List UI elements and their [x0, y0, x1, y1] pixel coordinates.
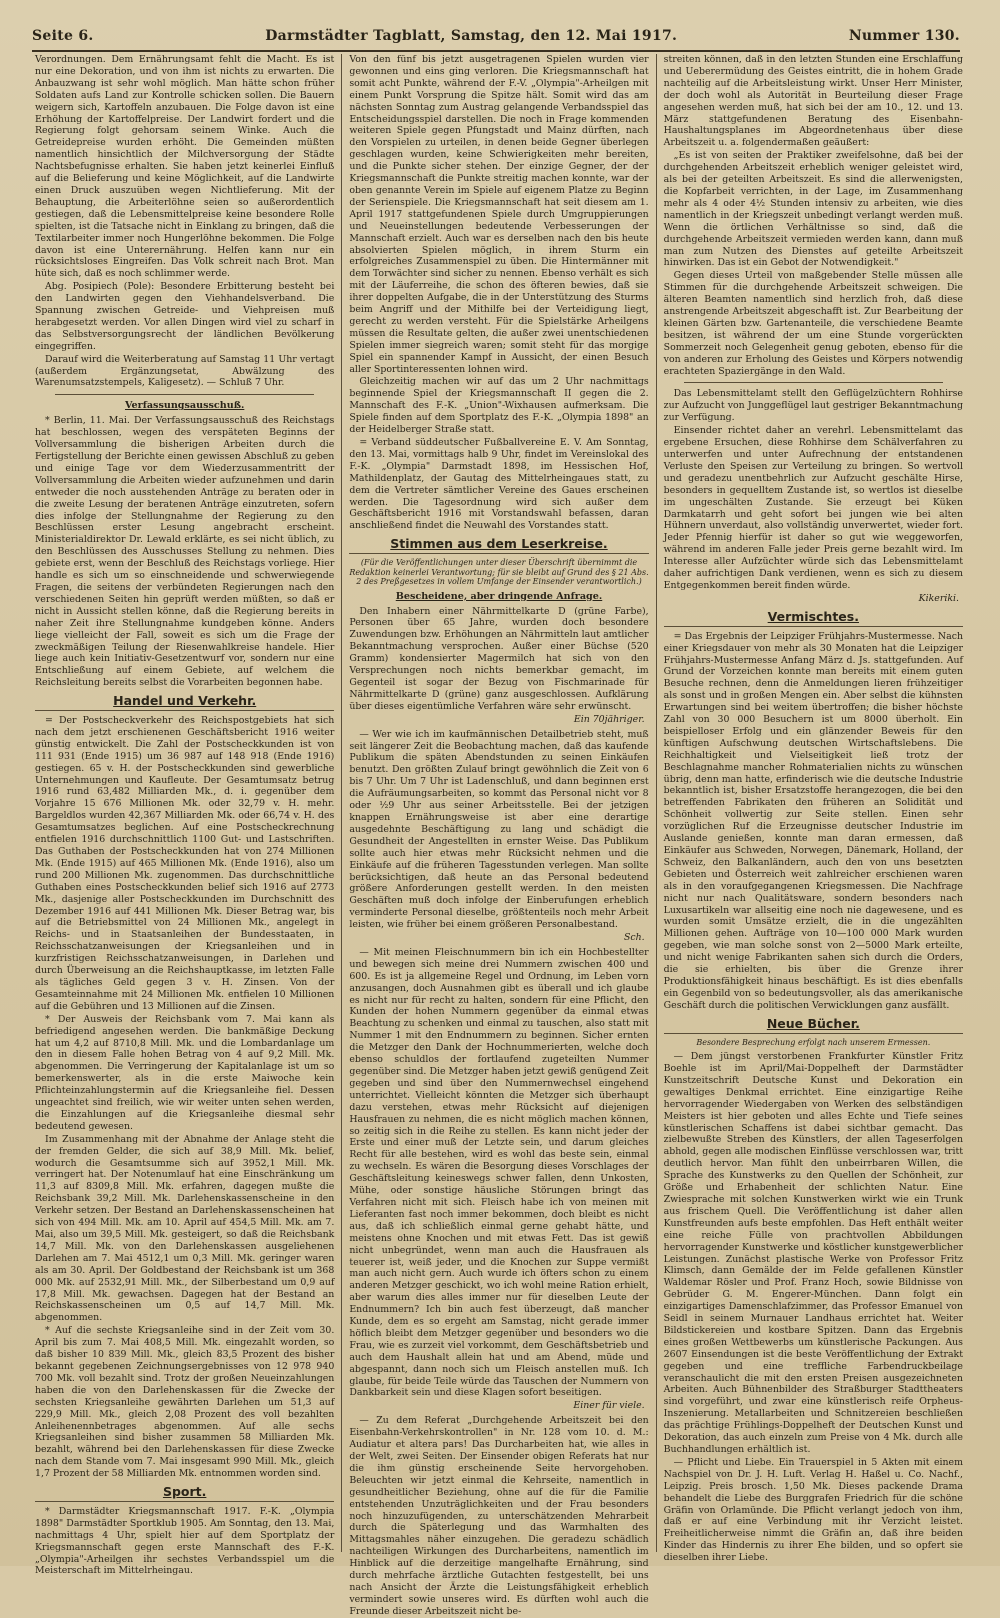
article-text: — Zu dem Referat „Durchgehende Arbeitszeit bei den Eisenbahn-Verkehrskontrollen" in Nr. 128 vom 10. d. M.: Audiatur et altera pars! Das Durcharbeiten hat, wie alles in der Welt, zwei Seiten. Der Einsender obigen Referats hat nur die ihm günstig erscheinende Seite hervorgehoben. Beleuchten wir jetzt einmal die Kehrseite, namentlich in gesundheitlicher Beziehung, ohne auf die für die Familie entstehenden Unzuträglichkeiten und der Frau besonders noch hinzuzufügenden, zu unterschätzenden Mehrarbeit durch die Späterlegung und das Warmhalten des Mittagsmahles näher einzugehen. Die geradezu schädlich nachteiligen Wirkungen des Durcharbeitens, namentlich im Hinblick auf die derzeitige mangelhafte Ernährung, sind durch mehrfache ärztliche Gutachten festgestellt, bei uns nach Ansicht der Ärzte die Leistungsfähigkeit erheblich vermindert sowie unseres wird. Es dürften wohl auch die Freunde dieser Arbeitszeit nicht be- [349, 1415, 649, 1617]
article-text: Von den fünf bis jetzt ausgetragenen Spielen wurden vier gewonnen und eins ging verloren. Die Kriegsmannschaft hat somit acht Punkte, während der F.-V. „Olympia"-Arheilgen mit einem Punkt Vorsprung die Spitze hält. Somit wird das am nächsten Sonntag zum Austrag gelangende Verbandsspiel das Entscheidungsspiel darstellen. Die noch in Frage kommenden weiteren Spiele gegen Pfungstadt und Mainz dürften, nach den Vorspielen zu urteilen, in denen beide Gegner überlegen geschlagen wurden, keine Schwierigkeiten mehr bereiten, und die Punkte sicher stehen. Der einzige Gegner, der der Kriegsmannschaft die Punkte streitig machen konnte, war der oben genannte Verein im Spiele auf eigenem Platze zu Beginn der Serienspiele. Die Kriegsmannschaft hat seit diesem am 1. April 1917 stattgefundenen Spiele durch Umgruppierungen und Neueinstellungen bedeutende Verbesserungen der Mannschaft erzielt. Auch war es derselben nach den bis heute absolvierten Spielen möglich, in ihrem Sturm ein erfolgreiches Zusammenspiel zu üben. Die Hintermänner mit dem Torwächter sind sicher zu nennen. Ebenso verhält es sich mit der Läuferreihe, die schon des öfteren bewies, daß sie ihrer doppelten Aufgabe, die in der Unterstützung des Sturms beim Angriff und der Mithilfe bei der Verteidigung liegt, gerecht zu werden versteht. Für die Spielstärke Arheilgens müssen die Resultate gelten, die außer zwei unentschiedenen Spielen immer siegreich waren; somit steht für das morgige Spiel ein spannender Kampf in Aussicht, der einen Besuch aller Sportinteressenten lohnen wird. [349, 54, 649, 375]
article-text: Gleichzeitig machen wir auf das um 2 Uhr nachmittags beginnende Spiel der Kriegsmannschaft II gegen die 2. Mannschaft des F.-K. „Union"-Wixhausen aufmerksam. Die Spiele finden auf dem Sportplatz des F.-K. „Olympia 1898" an der Heidelberger Straße statt. [349, 376, 649, 436]
article-text: * Berlin, 11. Mai. Der Verfassungsausschuß des Reichstags hat beschlossen, wegen des verspäteten Beginns der Vollversammlung die bisherigen Arbeiten durch die Fertigstellung der Berichte einen gewissen Abschluß zu geben und einige Tage vor dem Wiederzusammentritt der Vollversammlung die Arbeiten wieder aufzunehmen und darin entweder die noch ausstehenden Anträge zu beraten oder in die zweite Lesung der beratenen Anträge einzutreten, sofern dies infolge der Stellungnahme der Regierung zu den Beschlüssen erster Lesung angebracht erscheint. Ministerialdirektor Dr. Lewald erklärte, es sei nicht üblich, zu den Beschlüssen des Ausschusses Stellung zu nehmen. Dies gebiete erst, wenn der Beschluß des Reichstags vorliege. Hier handle es sich um so einschneidende und schwerwiegende Fragen, die seitens der verbündeten Regierungen nach den verschiedenen Seiten hin geprüft werden müßten, so daß er nicht in Aussicht stellen könne, daß die Regierung bereits in naher Zeit ihre Stellungnahme kundgeben könne. Anders liege vielleicht der Fall, soweit es sich um die Frage der zweckmäßigen Teilung der Riesenwahlkreise handele. Hier liege auch kein Initiativ-Gesetzentwurf vor, sondern nur eine Entschließung auf einem Gebiete, auf welchem die Reichsleitung bereits selbst die Vorarbeiten begonnen habe. [35, 415, 335, 689]
columns [28, 54, 970, 1617]
section-title-vermischtes: Vermischtes. [664, 611, 963, 627]
section-title-neue-buecher: Neue Bücher. [664, 1018, 963, 1034]
article-text: = Verband süddeutscher Fußballvereine E. V. Am Sonntag, den 13. Mai, vormittags halb 9 Uhr, findet im Vereinslokal des F.-K. „Olympia" Darmstadt 1898, im Hessischen Hof, Mathildenplatz, der Gautag des Mittelrheingaues statt, zu dem die Vertreter sämtlicher Vereine des Gaues erscheinen werden. Die Tagesordnung wird sich außer dem Geschäftsbericht 1916 mit Vorstandswahl befassen, daran anschließend findet die Neuwahl des Vorstandes statt. [349, 437, 649, 532]
masthead-date: Darmstädter Tagblatt, Samstag, den 12. Mai 1917. [265, 28, 678, 44]
signature: Kikeriki. [918, 592, 959, 604]
column-1 [28, 54, 342, 1577]
article-text: Abg. Posipiech (Pole): Besondere Erbitterung besteht bei den Landwirten gegen den Viehhandelsverband. Die Spannung zwischen Getreide- und Viehpreisen muß herabgesetzt werden. Vor allen Dingen wird viel zu scharf in das Selbstversorgungsrecht der ländlichen Bevölkerung eingegriffen. [35, 281, 335, 352]
signature: Sch. [623, 932, 645, 944]
section-title-handel: Handel und Verkehr. [35, 695, 334, 711]
article-text: — Dem jüngst verstorbenen Frankfurter Künstler Fritz Boehle ist im April/Mai-Doppelheft der Darmstädter Kunstzeitschrift Deutsche Kunst und Dekoration ein gewaltiges Denkmal errichtet. Eine einzigartige Reihe hervorragender Wiedergaben von Werken des selbständigen Meisters ist hier geboten und alles Echte und Tiefe seines künstlerischen Schaffens ist dabei sichtbar gemacht. Das zielbewußte Streben des Künstlers, der allen Tageserfolgen abhold, gegen alle modischen Einflüsse verschlossen war, tritt deutlich hervor. Man fühlt den unbeirrbaren Willen, die Sprache des Kunstwerks zu den Quellen der Schönheit, zur Größe und Erhabenheit der schlichten Natur. Eine Zwiesprache mit solchen Kunstwerken wirkt wie ein Trunk aus frischem Quell. Die Veröffentlichung ist daher allen Kunstfreunden aufs beste empfohlen. Das Heft enthält weiter eine reiche Fülle von prachtvollen Abbildungen hervorragender Kunstwerke und köstlicher kunstgewerblicher Leistungen. Zunächst plastische Werke von Professor Fritz Klimsch, dann Gemälde der im Felde gefallenen Künstler Waldemar Rösler und Prof. Franz Hoch, sowie Bildnisse von Gebrüder G. M. Engerer-München. Dann folgt ein einzigartiges Damenschlafzimmer, das Professor Emanuel von Seidl in seinem Murnauer Landhaus errichtet hat. Weiter Bildstickereien und kostbare Spitzen. Dann das Ergebnis eines großen Wettbewerbs um künstlerische Packungen. Aus 2607 Einsendungen ist die beste Veröffentlichung der Extrakt gegeben und eine treffliche Farbendruckbeilage veranschaulicht die mit den ersten Preisen ausgezeichneten Arbeiten. Auch Bühnenbilder des Straßburger Stadttheaters sind vorgeführt, und zwar eine künstlerisch reife Orpheus-Inszenierung. Metallarbeiten und Schnitzereien beschließen das prächtige Frühlings-Doppelheft der Deutschen Kunst und Dekoration, das auch einzeln zum Preise von 4 Mk. durch alle Buchhandlungen erhältlich ist. [663, 1051, 963, 1455]
editorial-note: Besondere Besprechung erfolgt nach unserem Ermessen. [696, 1037, 931, 1047]
divider [684, 382, 943, 383]
section-title-sport: Sport. [35, 1486, 334, 1502]
article-text: Im Zusammenhang mit der Abnahme der Anlage steht die der fremden Gelder, die sich auf 38,9 Mill. Mk. belief, wodurch die Gesamtsumme sich auf 3952,1 Mill. Mk. verringert hat. Der Notenumlauf hat eine Einschränkung um 11,3 auf 8309,8 Mill. Mk. erfahren, dagegen mußte die Reichsbank 39,2 Mill. Mk. Darlehenskassenscheine in den Verkehr setzen. Der Bestand an Darlehenskassenscheinen hat sich von 494 Mill. Mk. am 10. April auf 454,5 Mill. Mk. am 7. Mai, also um 39,5 Mill. Mk. gesteigert, so daß die Reichsbank 14,7 Mill. Mk. von den Darlehenskassen ausgeliehenen Darlehen am 7. Mai 4512,1 um 0,3 Mill. Mk. geringer waren als am 30. April. Der Goldbestand der Reichsbank ist um 368 000 Mk. auf 2532,91 Mill. Mk., der Silberbestand um 0,9 auf 17,8 Mill. Mk. gewachsen. Dagegen hat der Bestand an Reichskassenscheinen um 0,5 auf 14,7 Mill. Mk. abgenommen. [35, 1133, 335, 1324]
article-text: = Das Ergebnis der Leipziger Frühjahrs-Mustermesse. Nach einer Kriegsdauer von mehr als 30 Monaten hat die Leipziger Frühjahrs-Mustermesse Anfang März d. Js. stattgefunden. Auf Grund der Vorzeichen konnte man bereits mit einem guten Besuche rechnen, denn die Anmeldungen lieren frühzeitiger als sonst und in großen Mengen ein. Aber selbst die kühnsten Erwartungen sind bei weitem übertroffen; die bisher höchste Zahl von 30 000 Besuchern ist um 8000 überholt. Ein beispielloser Erfolg und ein glänzender Beweis für den künftigen Aufschwung deutschen Wirtschaftslebens. Die Reichhaltigkeit und Vielseitigkeit ließ trotz der Beschlagnahme mancher Rohmaterialien nichts zu wünschen übrig, denn man hatte, erfinderisch wie die deutsche Industrie bekanntlich ist, bisher Ersatzstoffe herangezogen, die bei den betreffenden Fabrikaten den früheren an Solidität und Schönheit vollwertig zur Seite stellen. Einen sehr vorzüglichen Ruf die Erzeugnisse deutscher Industrie im Auslande genießen, konnte man daran ermessen, daß Einkäufer aus Schweden, Norwegen, Dänemark, Holland, der Schweiz, den Balkanländern, auch den von uns besetzten Gebieten und Österreich weit zahlreicher erschienen waren als in den voraufgegangenen Kriegsmessen. Die Nachfrage nicht nur nach Qualitätsware, sondern besonders nach Luxusartikeln war allseitig eine noch nie dagewesene, und es wurden somit Umsätze erzielt, die in die ungezählten Millionen gehen. Aufträge von 10—100 000 Mark wurden gegeben, wie man solche sonst von 2—5000 Mark erteilte, und nicht wenige Fabrikanten sahen sich durch die Orders, die sie erhielten, bis über die Grenze ihrer Produktionsfähigkeit hinaus beschäftigt. Es ist dies ebenfalls ein Gegenbild von so bedeutungsvoller, als das amerikanische Geschäft durch die politischen Verwicklungen ganz ausfällt. [663, 630, 963, 1011]
signature: Einer für viele. [573, 1400, 645, 1412]
column-3 [657, 54, 970, 1564]
subheading-verfassungsausschuss: Verfassungsausschuß. [124, 400, 245, 412]
page-number: Seite 6. [32, 28, 94, 44]
article-text: — Mit meinen Fleischnummern bin ich ein Hochbestellter und bewegen sich meine drei Nummern zwischen 400 und 600. Es ist ja allgemeine Regel und Ordnung, im Leben vorn anzusangen, doch Ausnahmen gibt es überall und ich glaube es nicht nur für recht zu halten, sondern für eine Pflicht, den Kunden der hohen Nummern gegenüber da einmal etwas Beachtung zu schenken und einmal zu tauschen, also statt mit Nummer 1 mit den Endnummern zu beginnen. Sicher ernten die Metzger den Dank der Hochnummerierten, welche doch ebenso schuldlos der fortlaufend zugeteilten Nummer gegenüber sind. Die Metzger haben jetzt gewiß genügend Zeit gegeben und sind über den Nummernwechsel eingehend unterrichtet. Vielleicht könnten die Metzger sich überhaupt dazu verstehen, etwas mehr Rücksicht auf diejenigen Hausfrauen zu nehmen, die es nicht möglich machen können, so zeitig sich in die Reihe zu stellen. Es kann nicht jeder der Erste und einer muß der Letzte sein, und darum gleiches Recht für alle bestehen, wird es wohl das beste sein, einmal zu wechseln. Es wären die Besorgung dieses Vorschlages der Geschäftsleitung keineswegs schwer fallen, denn Unkosten, Mühe, oder sonstige häusliche Störungen bringt das Verfahren nicht mit sich. Fleisch habe ich von meinen mit Lieferanten fast noch immer bekommen, doch bleibt es nicht aus, daß ich schließlich einmal gerne gehabt hätte, und meistens ohne Knochen und mit etwas Fett. Das ist gewiß nicht unbegründet, wenn man auch die Hausfrauen als teuerer ist, weiß jeder, und die Knochen zur Suppe vermißt man auch nicht gern. Auch wurde ich öfters schon zu einem anderen Metzger geschickt, wo ich wohl meine Ration erhielt, aber warum dies alles immer nur für dieselben Leute der Endnummern? Ich bin auch fest überzeugt, daß mancher Kunde, dem es so ergeht am Samstag, nicht gerade immer höflich bleibt dem Metzger gegenüber und besonders wo die Frau, wie es zurzeit viel vorkommt, dem Geschäftsbetrieb und auch dem Haushalt allein hat und am Abend, müde und abgespannt, dann noch sich um Fleisch anstellen muß. Ich glaube, für beide Teile würde das Tauschen der Nummern von Dankbarkeit sein und diese Klagen sofort beseitigen. [349, 946, 649, 1399]
article-text: — Wer wie ich im kaufmännischen Detailbetrieb steht, muß seit längerer Zeit die Beobachtung machen, daß das kaufende Publikum die späten Abendstunden zu seinen Einkäufen benutzt. Den größten Zulauf bringt gewöhnlich die Zeit von 6 bis 7 Uhr. Um 7 Uhr ist Ladenschluß, und dann beginnen erst die Aufräumungsarbeiten, so kommt das Personal nicht vor 8 oder ½9 Uhr aus seiner Arbeitsstelle. Bei der jetzigen knappen Ernährungsweise ist aber eine derartige ausgedehnte Beschäftigung zu lang und schädigt die Gesundheit der Angestellten in ernster Weise. Das Publikum sollte auch hier etwas mehr Rücksicht nehmen und die Einkäufe auf die früheren Tagesstunden verlegen. Man sollte berücksichtigen, daß heute an das Personal bedeutend größere Anforderungen gestellt werden. In den meisten Geschäften muß doch infolge der Einberufungen erheblich verminderte Personal dieselbe, größtenteils noch mehr Arbeit leisten, wie früher bei einem größeren Personalbestand. [349, 728, 649, 931]
section-title-leserkreise: Stimmen aus dem Leserkreise. [349, 538, 648, 554]
article-text: Den Inhabern einer Nährmittelkarte D (grüne Farbe), Personen über 65 Jahre, wurden doch besondere Zuwendungen bzw. Erhöhungen an Nährmitteln laut amtlicher Bekanntmachung versprochen. Außer einer Büchse (520 Gramm) kondensierter Magermilch hat sich von den Versprechungen noch nichts bemerkbar gemacht, im Gegenteil ist sogar der Bezug von Fischmarinade für Nährmittelkarte D (grüne) ganz ausgeschlossen. Aufklärung über dieses eigentümliche Verfahren wäre sehr erwünscht. [349, 605, 649, 712]
article-text: = Der Postscheckverkehr des Reichspostgebiets hat sich nach dem jetzt erschienenen Geschäftsbericht 1916 weiter günstig entwickelt. Die Zahl der Postscheckkunden ist von 111 931 (Ende 1915) um 36 987 auf 148 918 (Ende 1916) gestiegen. 65 v. H. der Postscheckkunden sind gewerbliche Unternehmungen und Kaufleute. Der Gesamtumsatz betrug 1916 rund 63,482 Milliarden Mk., d. i. gegenüber dem Vorjahre 15 676 Millionen Mk. oder 32,79 v. H. mehr. Bargeldlos wurden 42,367 Milliarden Mk. oder 66,74 v. H. des Gesamtumsatzes beglichen. Auf eine Postscheckrechnung entfielen 1916 durchschnittlich 1100 Gut- und Lastschriften. Das Guthaben der Postscheckkunden hat von 274 Millionen Mk. (Ende 1915) auf 465 Millionen Mk. (Ende 1916), also um rund 200 Millionen Mk. zugenommen. Das durchschnittliche Guthaben eines Postscheckkunden belief sich 1916 auf 2773 Mk., dasjenige aller Postscheckkunden im Durchschnitt des Dezember 1916 auf 441 Millionen Mk. Dieser Betrag war, bis auf die Betriebsmittel von 24 Millionen Mk., angelegt in Reichs- und in Staatsanleihen der Bundesstaaten, in Reichsschatzanweisungen der Kriegsanleihen und in kurzfristigen Reichsschatzanweisungen, in Darlehen und durch Überweisung an die Reichshauptkasse, im letzten Falle als tägliches Geld gegen 3 v. H. Zinsen. Von der Gesamteinnahme mit 24 Millionen Mk. entfielen 10 Millionen auf die Gebühren und 13 Millionen auf die Zinsen. [35, 715, 335, 1012]
page-header [32, 28, 960, 52]
article-text: * Darmstädter Kriegsmannschaft 1917. F.-K. „Olympia 1898" Darmstädter Sportklub 1905. Am Sonntag, den 13. Mai, nachmittags 4 Uhr, spielt hier auf dem Sportplatz der Kriegsmannschaft gegen erste Mannschaft des F.-K. „Olympia"-Arheilgen ihr sechstes Verbandsspiel um die Meisterschaft im Mittelrheingau. [35, 1505, 335, 1577]
article-text: streiten können, daß in den letzten Stunden eine Erschlaffung und Ueberermüdung des Geistes eintritt, die in hohem Grade nachteilig auf die Arbeitsleistung wirkt. Unser Herr Minister, der doch wohl als Autorität in Beurteilung dieser Frage angesehen werden muß, hat sich bei der am 10., 12. und 13. März stattgefundenen Beratung des Eisenbahn-Haushaltungsplanes im Abgeordnetenhaus über diese Arbeitszeit u. a. folgendermaßen geäußert: [663, 54, 963, 149]
article-text: „Es ist von seiten der Praktiker zweifelsohne, daß bei der durchgehenden Arbeitszeit erheblich weniger geleistet wird, als bei der geteilten Arbeitszeit. Es sind die allerwenigsten, die Kopfarbeit verrichten, in der Lage, im Zusammenhang mehr als 4 oder 4½ Stunden intensiv zu arbeiten, wie dies namentlich in der Kriegszeit unbedingt verlangt werden muß. Wenn die örtlichen Verhältnisse so sind, daß die durchgehende Arbeitszeit vermieden werden kann, dann muß man zum Nutzen des Dienstes auf geteilte Arbeitszeit hinwirken. Das ist ein Gebot der Notwendigkeit." [663, 150, 963, 269]
editorial-note: (Für die Veröffentlichungen unter dieser Überschrift übernimmt die Redaktion keinerlei Verantwortung; für sie bleibt auf Grund des § 21 Abs. 2 des Preßgesetzes in vollem Umfange der Einsender verantwortlich.) [349, 558, 649, 587]
article-text: * Der Ausweis der Reichsbank vom 7. Mai kann als befriedigend angesehen werden. Die bankmäßige Deckung hat um 4,2 auf 8710,8 Mill. Mk. und die Lombardanlage um den in diesem Falle hohen Betrag von 4 auf 9,2 Mill. Mk. abgenommen. Die Verringerung der Kapitalanlage ist um so bemerkenswerter, als in die erste Maiwoche kein Pflichteinzahlungstermin auf die Kriegsanleihe fiel. Dessen ungeachtet sind freilich, wie wir weiter unten sehen werden, die Einzahlungen auf die Kriegsanleihe diesmal sehr bedeutend gewesen. [35, 1013, 335, 1132]
column-2 [342, 54, 656, 1617]
subheading-anfrage: Bescheidene, aber dringende Anfrage. [395, 590, 603, 602]
article-text: * Auf die sechste Kriegsanleihe sind in der Zeit vom 30. April bis zum 7. Mai 408,5 Mill. Mk. eingezahlt worden, so daß bisher 10 839 Mill. Mk., gleich 83,5 Prozent des bisher bekannt gegebenen Zeichnungsergebnisses von 12 978 940 700 Mk. voll bezahlt sind. Trotz der großen Neueinzahlungen haben die von den Darlehenskassen für die Zwecke der sechsten Kriegsanleihe gewährten Darlehen um 51,3 auf 229,9 Mill. Mk., gleich 2,08 Prozent des voll bezahlten Anleihenennbetrages abgenommen. Auf alle sechs Kriegsanleihen sind bisher zusammen 58 Milliarden Mk. bezahlt, während bei den Darlehenskassen für diese Zwecke nach dem Stande vom 7. Mai insgesamt 990 Mill. Mk., gleich 1,7 Prozent der 58 Milliarden Mk. entnommen worden sind. [35, 1325, 335, 1480]
signature: Ein 70jähriger. [573, 713, 645, 725]
divider [55, 394, 314, 395]
article-text: Einsender richtet daher an verehrl. Lebensmittelamt das ergebene Ersuchen, diese Rohhirse dem Schälverfahren zu unterwerfen und unter Aufrechnung der entstandenen Verluste den Speisen zur Verteilung zu bringen. So wertvoll und geradezu unentbehrlich zur Aufzucht geschälte Hirse, besonders in gequelltem Zustande ist, so wertlos ist dieselbe im ungeschälten Zustande. Sie erzeugt bei Küken Darmkatarrh und geht sofort bei jungen wie bei alten Hühnern unverdaut, also vollständig unverwertet, wieder fort. Jeder Pfennig hierfür ist daher so gut wie weggeworfen, während im anderen Falle jeder Preis gerne bezahlt wird. Im Interesse aller Aufzüchter würde sich das Lebensmittelamt daher aufrichtigen Dank verdienen, wenn es sich zu diesem Entgegenkommen bereit finden würde. [663, 425, 963, 591]
article-text: — Pflicht und Liebe. Ein Trauerspiel in 5 Akten mit einem Nachspiel von Dr. J. H. Luft. Verlag H. Haßel u. Co. Nachf., Leipzig. Preis brosch. 1,50 Mk. Dieses packende Drama behandelt die Liebe des Burggrafen Friedrich für die schöne Gräfin von Orlamünde. Die Pflicht verlangt jedoch von ihm, daß er auf eine Verbindung mit ihr Verzicht leistet. Freiheitlicherweise nimmt die Gräfin an, daß ihre beiden Kinder das Hindernis zu ihrer Ehe bilden, und so opfert sie dieselben ihrer Liebe. [663, 1456, 963, 1564]
article-text: Darauf wird die Weiterberatung auf Samstag 11 Uhr vertagt (außerdem Ergänzungsetat, Abwälzung des Warenumsatzstempels, Kaligesetz). — Schluß 7 Uhr. [35, 353, 335, 389]
article-text: Verordnungen. Dem Ernährungsamt fehlt die Macht. Es ist nur eine Dekoration, und von ihm ist nichts zu erwarten. Die Anbauzwang ist sehr wohl möglich. Man hätte schon früher Soldaten aufs Land zur Kontrolle schicken sollen. Die Bauern weigern sich, Kartoffeln anzubauen. Die Folge davon ist eine Erhöhung der Kartoffelpreise. Der Landwirt fordert und die Regierung folgt gehorsam seinem Winke. Auch die Getreidepreise wurden erhöht. Die Gemeinden müßten namentlich hinsichtlich der Milchversorgung der Städte Nachtsbefugnisse erhalten. Sie haben jetzt keinerlei Einfluß auf die Belieferung und keine Möglichkeit, auf die Landwirte einen Druck auszuüben wegen Nichtlieferung. Mit der Behauptung, die Arbeiterlöhne seien so außerordentlich gestiegen, daß die Lebensmittelpreise keine besondere Rolle spielten, ist die Tatsache nicht in Einklang zu bringen, daß die Textilarbeiter immer noch Hungerlöhne bekommen. Die Folge davon ist eine Unterernährung. Helfen kann nur ein rücksichtsloses Eingreifen. Das Volk schreit nach Brot. Man hüte sich, daß es noch schlimmer werde. [35, 54, 335, 280]
article-text: Gegen dieses Urteil von maßgebender Stelle müssen alle Stimmen für die durchgehende Arbeitszeit schweigen. Die älteren Beamten namentlich sind herzlich froh, daß diese anstrengende Arbeitszeit abgeschafft ist. Zur Bearbeitung der kleinen Gärten bzw. Gartenanteile, die verschiedene Beamte besitzen, ist während der um eine Stunde vorgerückten Sommerzeit noch Gelegenheit genug geboten, ebenso für die von anderen zur Erholung des Geistes und Körpers notwendig erachteten Spaziergänge in den Wald. [663, 270, 963, 377]
article-text: Das Lebensmittelamt stellt den Geflügelzüchtern Rohhirse zur Aufzucht von Junggeflügel laut gestriger Bekanntmachung zur Verfügung. [663, 388, 963, 424]
issue-number: Nummer 130. [848, 28, 960, 44]
